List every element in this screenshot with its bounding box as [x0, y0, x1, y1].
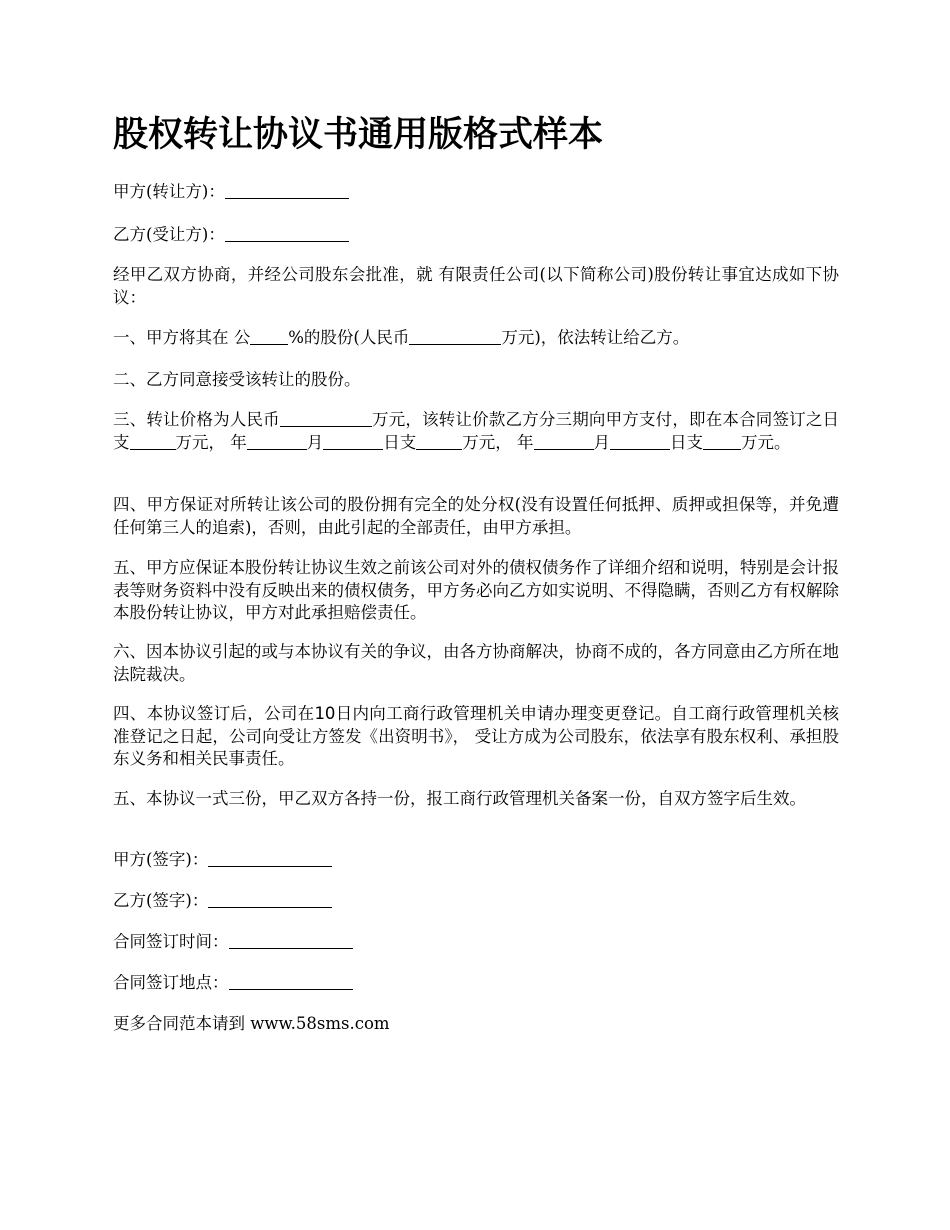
share-percent-blank — [250, 328, 288, 346]
sign-place-blank — [229, 973, 353, 991]
sign-place-line — [113, 972, 839, 995]
party-a-blank — [225, 182, 349, 200]
sign-b-line — [113, 890, 839, 913]
clause-3-text-d: 月 — [306, 432, 324, 452]
second-month-blank — [247, 432, 307, 450]
party-a-line — [113, 181, 839, 204]
price-blank — [280, 410, 372, 428]
clause-3-text-i: 万元。 — [741, 432, 791, 452]
sign-place-label: 合同签订地点： — [113, 973, 229, 992]
sign-a-label: 甲方(签字)： — [113, 850, 209, 869]
clause-1-text-b: %的股份(人民币 — [288, 328, 410, 347]
third-payment-blank — [703, 432, 741, 450]
sign-a-line — [113, 849, 839, 872]
sign-b-blank — [208, 891, 332, 909]
clause-7-text-b: 日内向工商行政管理机关申请办理变更登记。自工商行政管理机关核准登记之日起，公司向受让方签发《出资明书》， 受让方成为公司股东，依法享有股东权利、承担股东义务和相关民事责任。 — [113, 704, 840, 768]
clause-4: 四、甲方保证对所转让该公司的股份拥有完全的处分权(没有设置任何抵押、质押或担保等，并免遭任何第三人的追索)，否则，由此引起的全部责任，由甲方承担。 — [113, 495, 839, 537]
clause-5: 五、甲方应保证本股份转让协议生效之前该公司对外的债权债务作了详细介绍和说明，特别是会计报表等财务资料中没有反映出来的债权债务，甲方务必向乙方如实说明、不得隐瞒，否则乙方有权解除本股份转让协议，甲方对此承担赔偿责任。 — [113, 558, 839, 622]
sign-date-line — [113, 931, 839, 954]
sign-date-blank — [229, 932, 353, 950]
second-payment-blank — [416, 432, 462, 450]
sign-b-label: 乙方(签字)： — [113, 891, 209, 910]
clause-2: 二、乙方同意接受该转让的股份。 — [113, 370, 361, 389]
clause-1-text-a: 一、甲方将其在 公 — [113, 328, 251, 347]
sign-a-blank — [208, 850, 332, 868]
third-month-blank — [534, 432, 594, 450]
share-amount-blank — [409, 328, 501, 346]
clause-1-text-c: 万元)，依法转让给乙方。 — [501, 328, 690, 347]
clause-6: 六、因本协议引起的或与本协议有关的争议，由各方协商解决，协商不成的，各方同意由乙方所在地法院裁决。 — [113, 642, 839, 684]
clause-3-text-h: 日支 — [670, 432, 703, 452]
second-day-blank — [323, 432, 383, 450]
clause-3-text-a: 三、转让价格为人民币 — [113, 410, 280, 429]
party-b-line — [113, 224, 839, 247]
clause-3-text-f: 万元， 年 — [462, 432, 534, 452]
party-b-blank — [225, 225, 349, 243]
clause-7 — [113, 703, 839, 771]
party-a-label: 甲方(转让方)： — [113, 182, 225, 201]
clause-3-text-e: 日支 — [383, 432, 417, 452]
clause-8: 五、本协议一式三份，甲乙双方各持一份，报工商行政管理机关备案一份，自双方签字后生效。 — [113, 789, 806, 808]
first-payment-blank — [130, 432, 176, 450]
clause-7-text-a: 四、本协议签订后，公司在 — [113, 704, 315, 723]
clause-3 — [113, 409, 839, 454]
third-day-blank — [610, 432, 670, 450]
clause-3-text-g: 月 — [593, 432, 610, 452]
document-title: 股权转让协议书通用版格式样本 — [113, 115, 604, 155]
footer-note: 更多合同范本请到 www.58sms.com — [113, 1014, 390, 1033]
clause-3-text-b: 万元，该转让价款乙方分三期向甲方支付，即在本合同签订之日支 — [113, 410, 840, 452]
clause-1 — [113, 327, 839, 350]
intro-paragraph: 经甲乙双方协商，并经公司股东会批准，就 有限责任公司(以下简称公司)股份转让事宜达成如下协议： — [113, 265, 839, 307]
party-b-label: 乙方(受让方)： — [113, 225, 225, 244]
clause-3-text-c: 万元， 年 — [175, 432, 247, 452]
registration-days: 10 — [314, 704, 336, 723]
sign-date-label: 合同签订时间： — [113, 932, 229, 951]
